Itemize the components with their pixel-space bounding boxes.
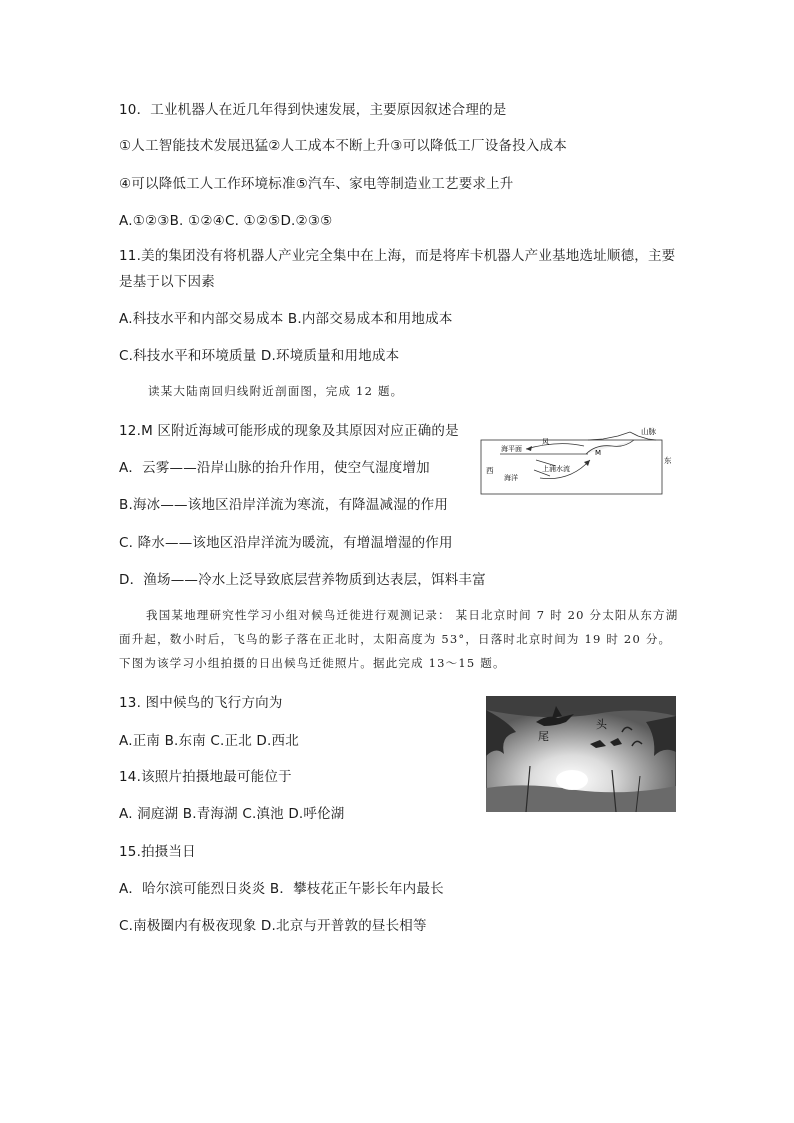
q15-options-cd: C.南极圈内有极夜现象 D.北京与开普敦的昼长相等 — [119, 918, 427, 934]
q11-options-cd: C.科技水平和环境质量 D.环境质量和用地成本 — [119, 348, 400, 364]
label-mountain: 山脉 — [641, 427, 656, 436]
sun-glow — [556, 770, 588, 790]
label-head: 头 — [596, 718, 607, 731]
cross-section-diagram — [478, 424, 674, 496]
label-sea-level: 海平面 — [501, 445, 522, 453]
label-tail: 尾 — [538, 730, 549, 743]
q10-items-line2: ④可以降低工人工作环境标准⑤汽车、家电等制造业工艺要求上升 — [119, 176, 514, 192]
q13-15-intro — [119, 603, 679, 675]
q12-intro: 读某大陆南回归线附近剖面图，完成 12 题。 — [148, 384, 404, 398]
label-west: 西 — [486, 466, 494, 475]
bird-migration-photo — [486, 696, 676, 812]
q10-stem: 10．工业机器人在近几年得到快速发展，主要原因叙述合理的是 — [119, 102, 507, 118]
label-upwelling: 上涌水流 — [542, 465, 570, 473]
q12-option-d: D．渔场——冷水上泛导致底层营养物质到达表层，饵料丰富 — [119, 572, 486, 588]
q12-option-a: A．云雾——沿岸山脉的抬升作用，使空气湿度增加 — [119, 460, 430, 476]
q12-stem: 12.M 区附近海域可能形成的现象及其原因对应正确的是 — [119, 423, 459, 439]
q14-stem: 14.该照片拍摄地最可能位于 — [119, 769, 292, 785]
q11-options-ab: A.科技水平和内部交易成本 B.内部交易成本和用地成本 — [119, 311, 453, 327]
q14-options: A. 洞庭湖 B.青海湖 C.滇池 D.呼伦湖 — [119, 806, 345, 822]
q12-option-b: B.海冰——该地区沿岸洋流为寒流，有降温减湿的作用 — [119, 497, 449, 513]
q13-15-intro-text: 我国某地理研究性学习小组对候鸟迁徙进行观测记录： 某日北京时间 7 时 20 分太阳从东方湖面升起，数小时后，飞鸟的影子落在正北时，太阳高度为 53°，日落时北京时间为 19 时 20 分。下图为该学习小组拍摄的日出候鸟迁徙照片。据此完成 13～15 题。 — [119, 608, 679, 670]
q11-stem: 11.美的集团没有将机器人产业完全集中在上海，而是将库卡机器人产业基地选址顺德，主要是基于以下因素 — [119, 248, 676, 290]
bird-photo-svg — [486, 696, 676, 812]
q13-stem: 13. 图中候鸟的飞行方向为 — [119, 695, 283, 711]
q15-options-ab: A．哈尔滨可能烈日炎炎 B．攀枝花正午影长年内最长 — [119, 881, 444, 897]
q10-options: A.①②③B. ①②④C. ①②⑤D.②③⑤ — [119, 213, 333, 229]
q15-stem: 15.拍摄当日 — [119, 844, 196, 860]
label-east: 东 — [664, 456, 672, 465]
label-ocean: 海洋 — [504, 474, 518, 482]
q13-options: A.正南 B.东南 C.正北 D.西北 — [119, 733, 299, 749]
label-m: M — [595, 449, 602, 457]
cross-section-figure — [478, 424, 674, 496]
q10-items-line1: ①人工智能技术发展迅猛②人工成本不断上升③可以降低工厂设备投入成本 — [119, 138, 567, 154]
q12-option-c: C. 降水——该地区沿岸洋流为暖流，有增温增湿的作用 — [119, 535, 453, 551]
label-wind: 风 — [542, 438, 549, 446]
